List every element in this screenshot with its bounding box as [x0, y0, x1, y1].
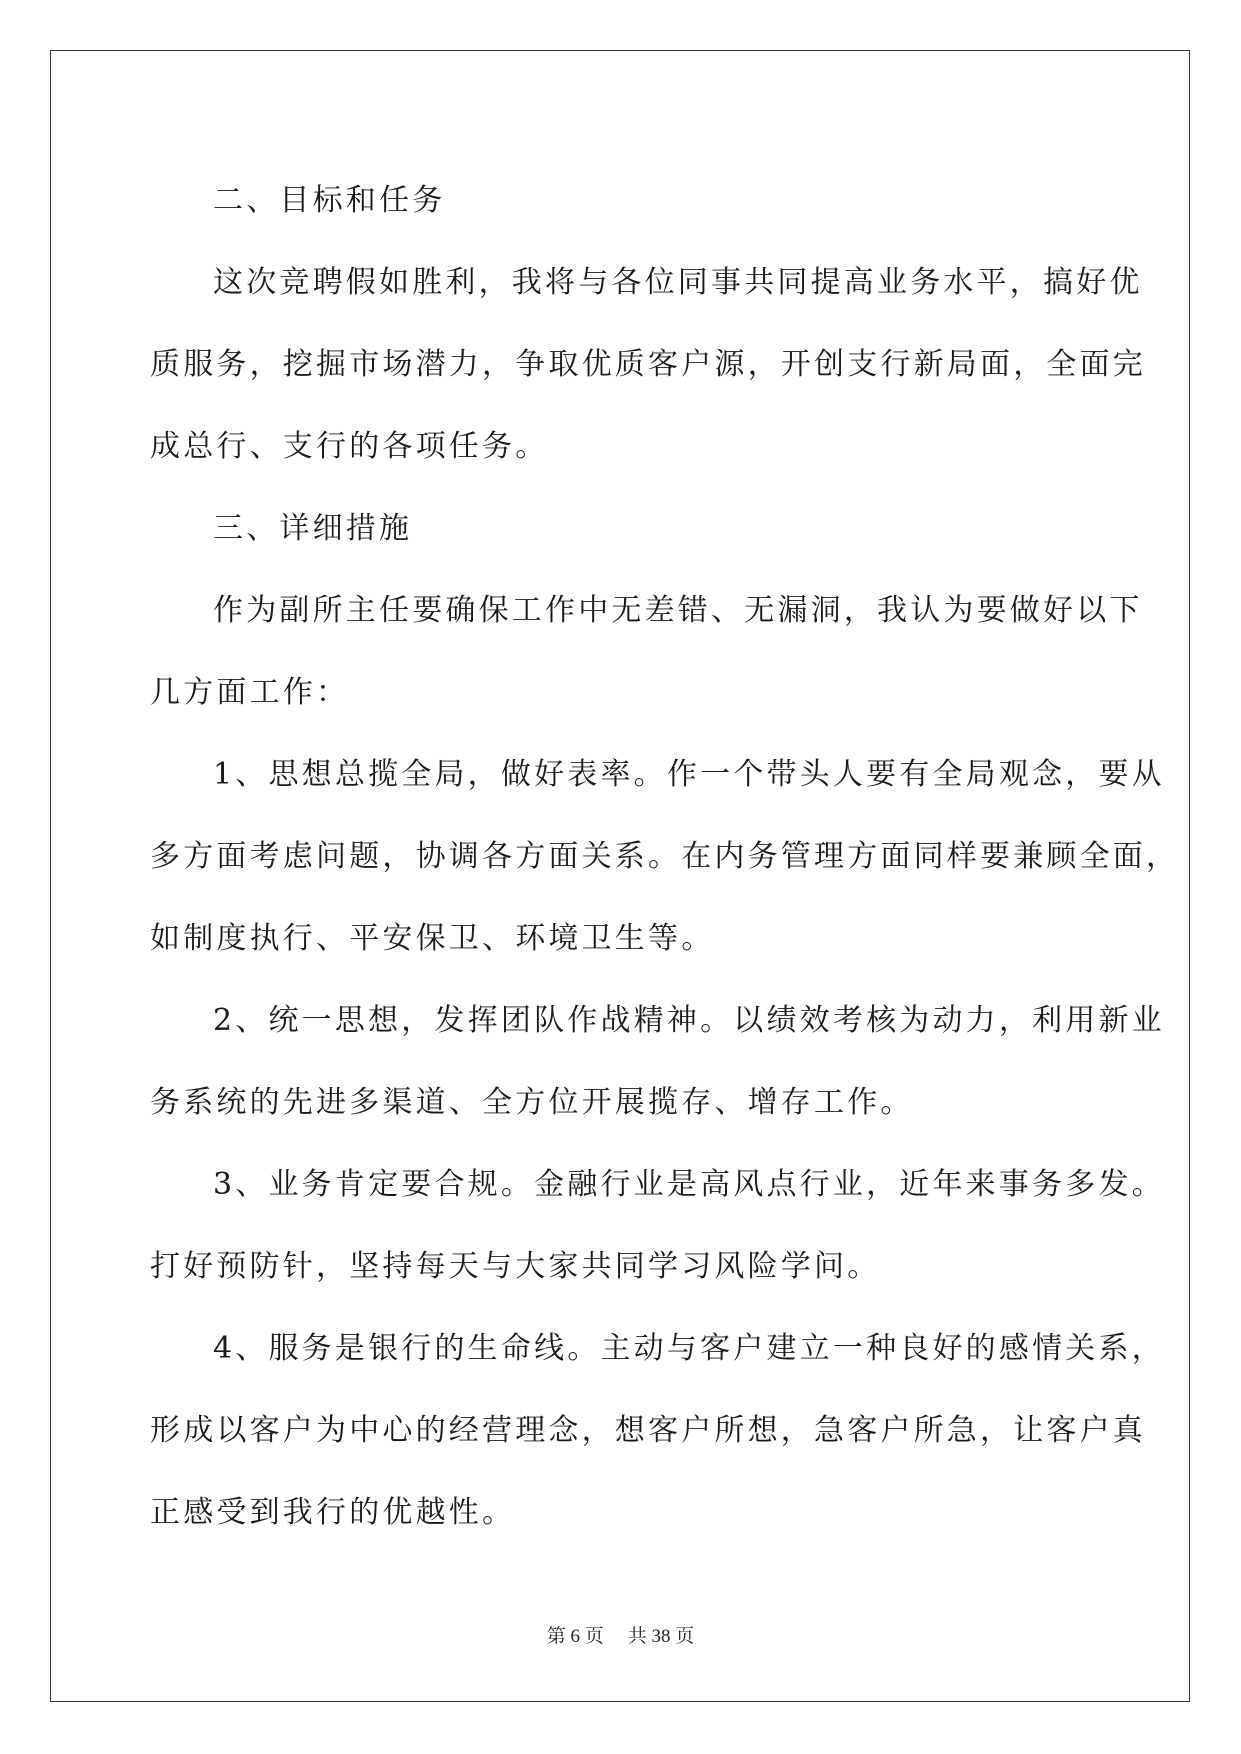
paragraph-line: 这次竞聘假如胜利，我将与各位同事共同提高业务水平，搞好优 [213, 265, 1143, 300]
section-heading: 二、目标和任务 [213, 183, 446, 218]
list-item-line: 如制度执行、平安保卫、环境卫生等。 [150, 921, 715, 956]
paragraph-line: 几方面工作： [150, 675, 350, 710]
paragraph-line: 成总行、支行的各项任务。 [150, 429, 549, 464]
list-item-line: 多方面考虑问题，协调各方面关系。在内务管理方面同样要兼顾全面， [150, 839, 1180, 874]
list-item-line: 打好预防针，坚持每天与大家共同学习风险学问。 [150, 1249, 881, 1284]
list-item-line: 形成以客户为中心的经营理念，想客户所想，急客户所急，让客户真 [150, 1413, 1146, 1448]
list-item-line: 正感受到我行的优越性。 [150, 1495, 516, 1530]
list-item-line: 4、服务是银行的生命线。主动与客户建立一种良好的感情关系， [213, 1331, 1165, 1366]
paragraph-line: 作为副所主任要确保工作中无差错、无漏洞，我认为要做好以下 [213, 593, 1143, 628]
paragraph-line: 质服务，挖掘市场潜力，争取优质客户源，开创支行新局面，全面完 [150, 347, 1146, 382]
page-number: 第 6 页 [546, 1626, 604, 1647]
list-item-line: 务系统的先进多渠道、全方位开展揽存、增存工作。 [150, 1085, 914, 1120]
page-footer [0, 1621, 1241, 1648]
list-item-line: 2、统一思想，发挥团队作战精神。以绩效考核为动力，利用新业 [213, 1003, 1165, 1038]
section-heading: 三、详细措施 [213, 511, 413, 546]
document-body [150, 160, 1180, 1554]
page-total: 共 38 页 [627, 1626, 695, 1647]
list-item-line: 1、思想总揽全局，做好表率。作一个带头人要有全局观念，要从 [213, 757, 1165, 792]
list-item-line: 3、业务肯定要合规。金融行业是高风点行业，近年来事务多发。 [213, 1167, 1165, 1202]
